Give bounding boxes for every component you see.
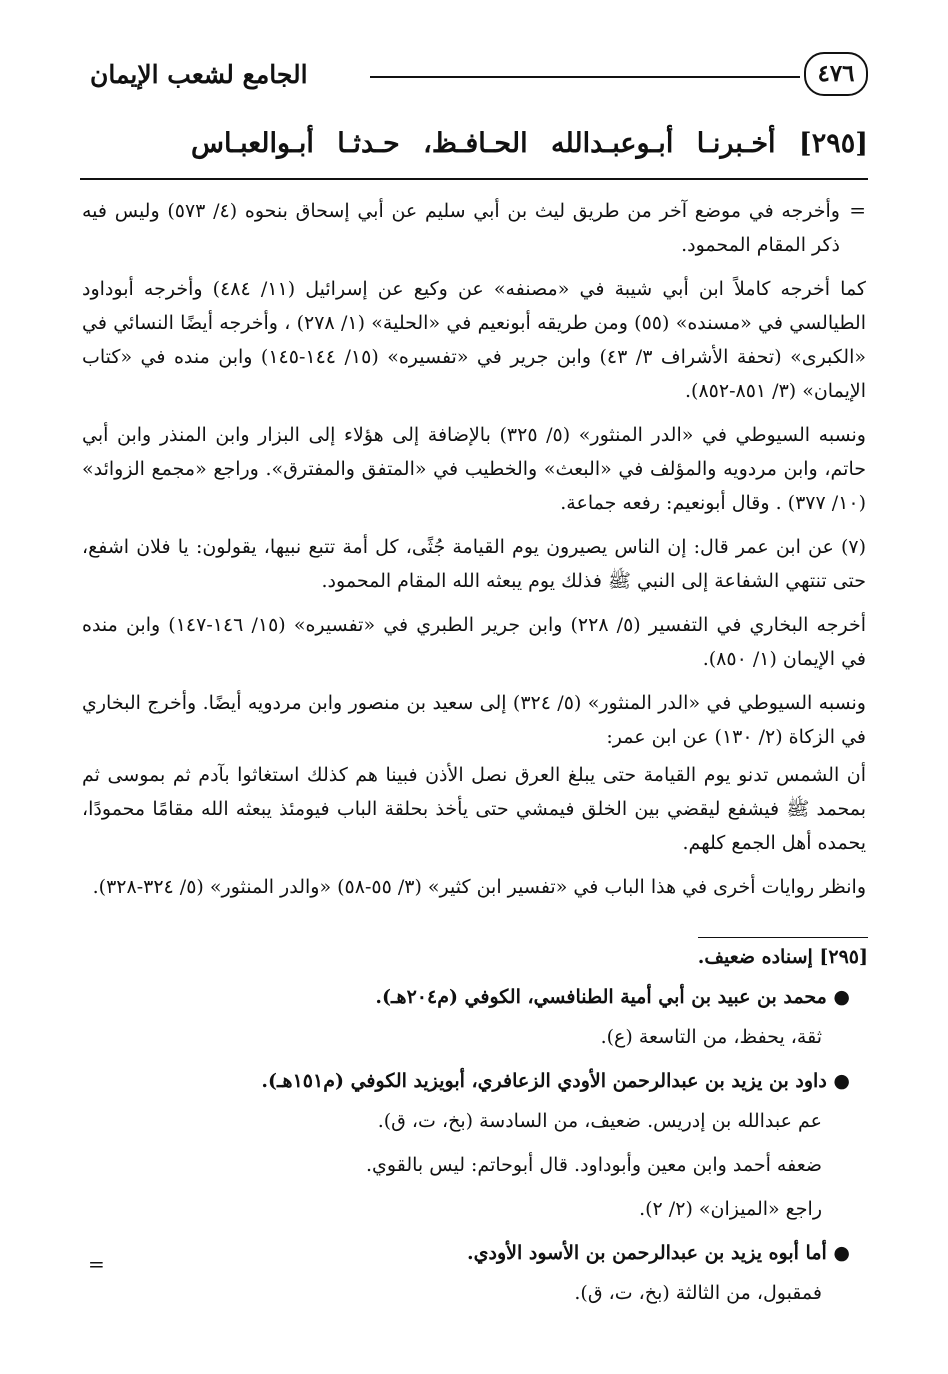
narrator-name-text: محمد بن عبيد بن أبي أمية الطنافسي، الكوفي (م٢٠٤هـ). <box>375 986 827 1008</box>
narrator-name: ● محمد بن عبيد بن أبي أمية الطنافسي، الكوفي (م٢٠٤هـ). <box>375 986 850 1008</box>
footnote-paragraph: كما أخرجه كاملاً ابن أبي شيبة في «مصنفه» عن وكيع عن إسرائيل (١١/ ٤٨٤) وأخرجه أبوداود الطيالسي في «مسنده» (٥٥) ومن طريقه أبونعيم في «الحلية» (١/ ٢٧٨) ، وأخرجه أيضًا النسائي في «الكبرى» (تحفة الأشراف ٣/ ٤٣) وابن جرير في «تفسيره» (١٥/ ١٤٤-١٤٥) وابن منده في «كتاب الإيمان» (٣/ ٨٥١-٨٥٢). <box>82 278 866 402</box>
narrator-name-text: داود بن يزيد بن عبدالرحمن الأودي الزعافري، أبويزيد الكوفي (م١٥١هـ). <box>261 1070 827 1092</box>
narrator-note: ضعفه أحمد وابن معين وأبوداود. قال أبوحاتم: ليس بالقوي. <box>366 1154 822 1176</box>
hadith-text: [٢٩٥] أخـبرنـا أبـوعبـدالله الحـافـظ، حـدثـا أبـوالعبـاس <box>191 128 868 159</box>
header-rule <box>370 76 800 78</box>
narrator-note: عم عبدالله بن إدريس. ضعيف، من السادسة (بخ، ت، ق). <box>377 1110 822 1132</box>
footnotes <box>82 194 866 914</box>
footnote-paragraph: (٧) عن ابن عمر قال: إن الناس يصيرون يوم القيامة جُثًى، كل أمة تتبع نبيها، يقولون: يا فلان اشفع، حتى تنتهي الشفاعة إلى النبي ﷺ فذلك يوم يبعثه الله المقام المحمود. <box>82 536 866 592</box>
footnote-paragraph: وأخرجه في موضع آخر من طريق ليث بن أبي سليم عن أبي إسحاق بنحوه (٤/ ٥٧٣) وليس فيه ذكر المقام المحمود. <box>82 200 840 256</box>
narrator-note: فمقبول، من الثالثة (بخ، ت، ق). <box>574 1282 822 1304</box>
footnote-paragraph: ونسبه السيوطي في «الدر المنثور» (٥/ ٣٢٤) إلى سعيد بن منصور وابن مردويه أيضًا. وأخرج البخاري في الزكاة (٢/ ١٣٠) عن ابن عمر: <box>82 692 866 748</box>
footnote-paragraph: أن الشمس تدنو يوم القيامة حتى يبلغ العرق نصل الأذن فبينا هم كذلك استغاثوا بآدم ثم بموسى ثم بمحمد ﷺ فيشفع ليقضي بين الخلق فيمشي حتى يأخذ بحلقة الباب فيومئذ يبعثه الله مقامًا محمودًا، يحمده أهل الجمع كلهم. <box>82 764 866 854</box>
running-header <box>80 48 870 98</box>
text-divider <box>80 178 868 180</box>
isnad-heading: [٢٩٥] إسناده ضعيف. <box>697 946 868 968</box>
narrator-name: ● أما أبوه يزيد بن عبدالرحمن بن الأسود الأودي. <box>467 1242 850 1264</box>
continuation-mark-bottom: = <box>88 1252 105 1276</box>
footnote-paragraph: أخرجه البخاري في التفسير (٥/ ٢٢٨) وابن جرير الطبري في «تفسيره» (١٥/ ١٤٦-١٤٧) وابن منده في الإيمان (١/ ٨٥٠). <box>82 614 866 670</box>
footnote-paragraph: وانظر روايات أخرى في هذا الباب في «تفسير ابن كثير» (٣/ ٥٥-٥٨) «والدر المنثور» (٥/ ٣٢٤-٣٢٨). <box>92 876 866 898</box>
book-title: الجامع لشعب الإيمان <box>90 60 308 89</box>
isnad-commentary <box>82 940 868 1320</box>
page-number: ٤٧٦ <box>804 52 868 96</box>
narrator-note: راجع «الميزان» (٢/ ٢). <box>639 1198 822 1220</box>
narrator-name-text: أما أبوه يزيد بن عبدالرحمن بن الأسود الأودي. <box>467 1242 827 1264</box>
continuation-mark-top: = <box>849 198 866 222</box>
narrator-note: ثقة، يحفظ، من التاسعة (ع). <box>600 1026 822 1048</box>
isnad-divider <box>698 937 868 938</box>
footnote-paragraph: ونسبه السيوطي في «الدر المنثور» (٥/ ٣٢٥) بالإضافة إلى هؤلاء إلى البزار وابن المنذر وابن أبي حاتم، وابن مردويه والمؤلف في «البعث» والخطيب في «المتفق والمفترق». وراجع «مجمع الزوائد» (١٠/ ٣٧٧) . وقال أبونعيم: رفعه جماعة. <box>82 424 866 514</box>
narrator-name: ● داود بن يزيد بن عبدالرحمن الأودي الزعافري، أبويزيد الكوفي (م١٥١هـ). <box>261 1070 850 1092</box>
